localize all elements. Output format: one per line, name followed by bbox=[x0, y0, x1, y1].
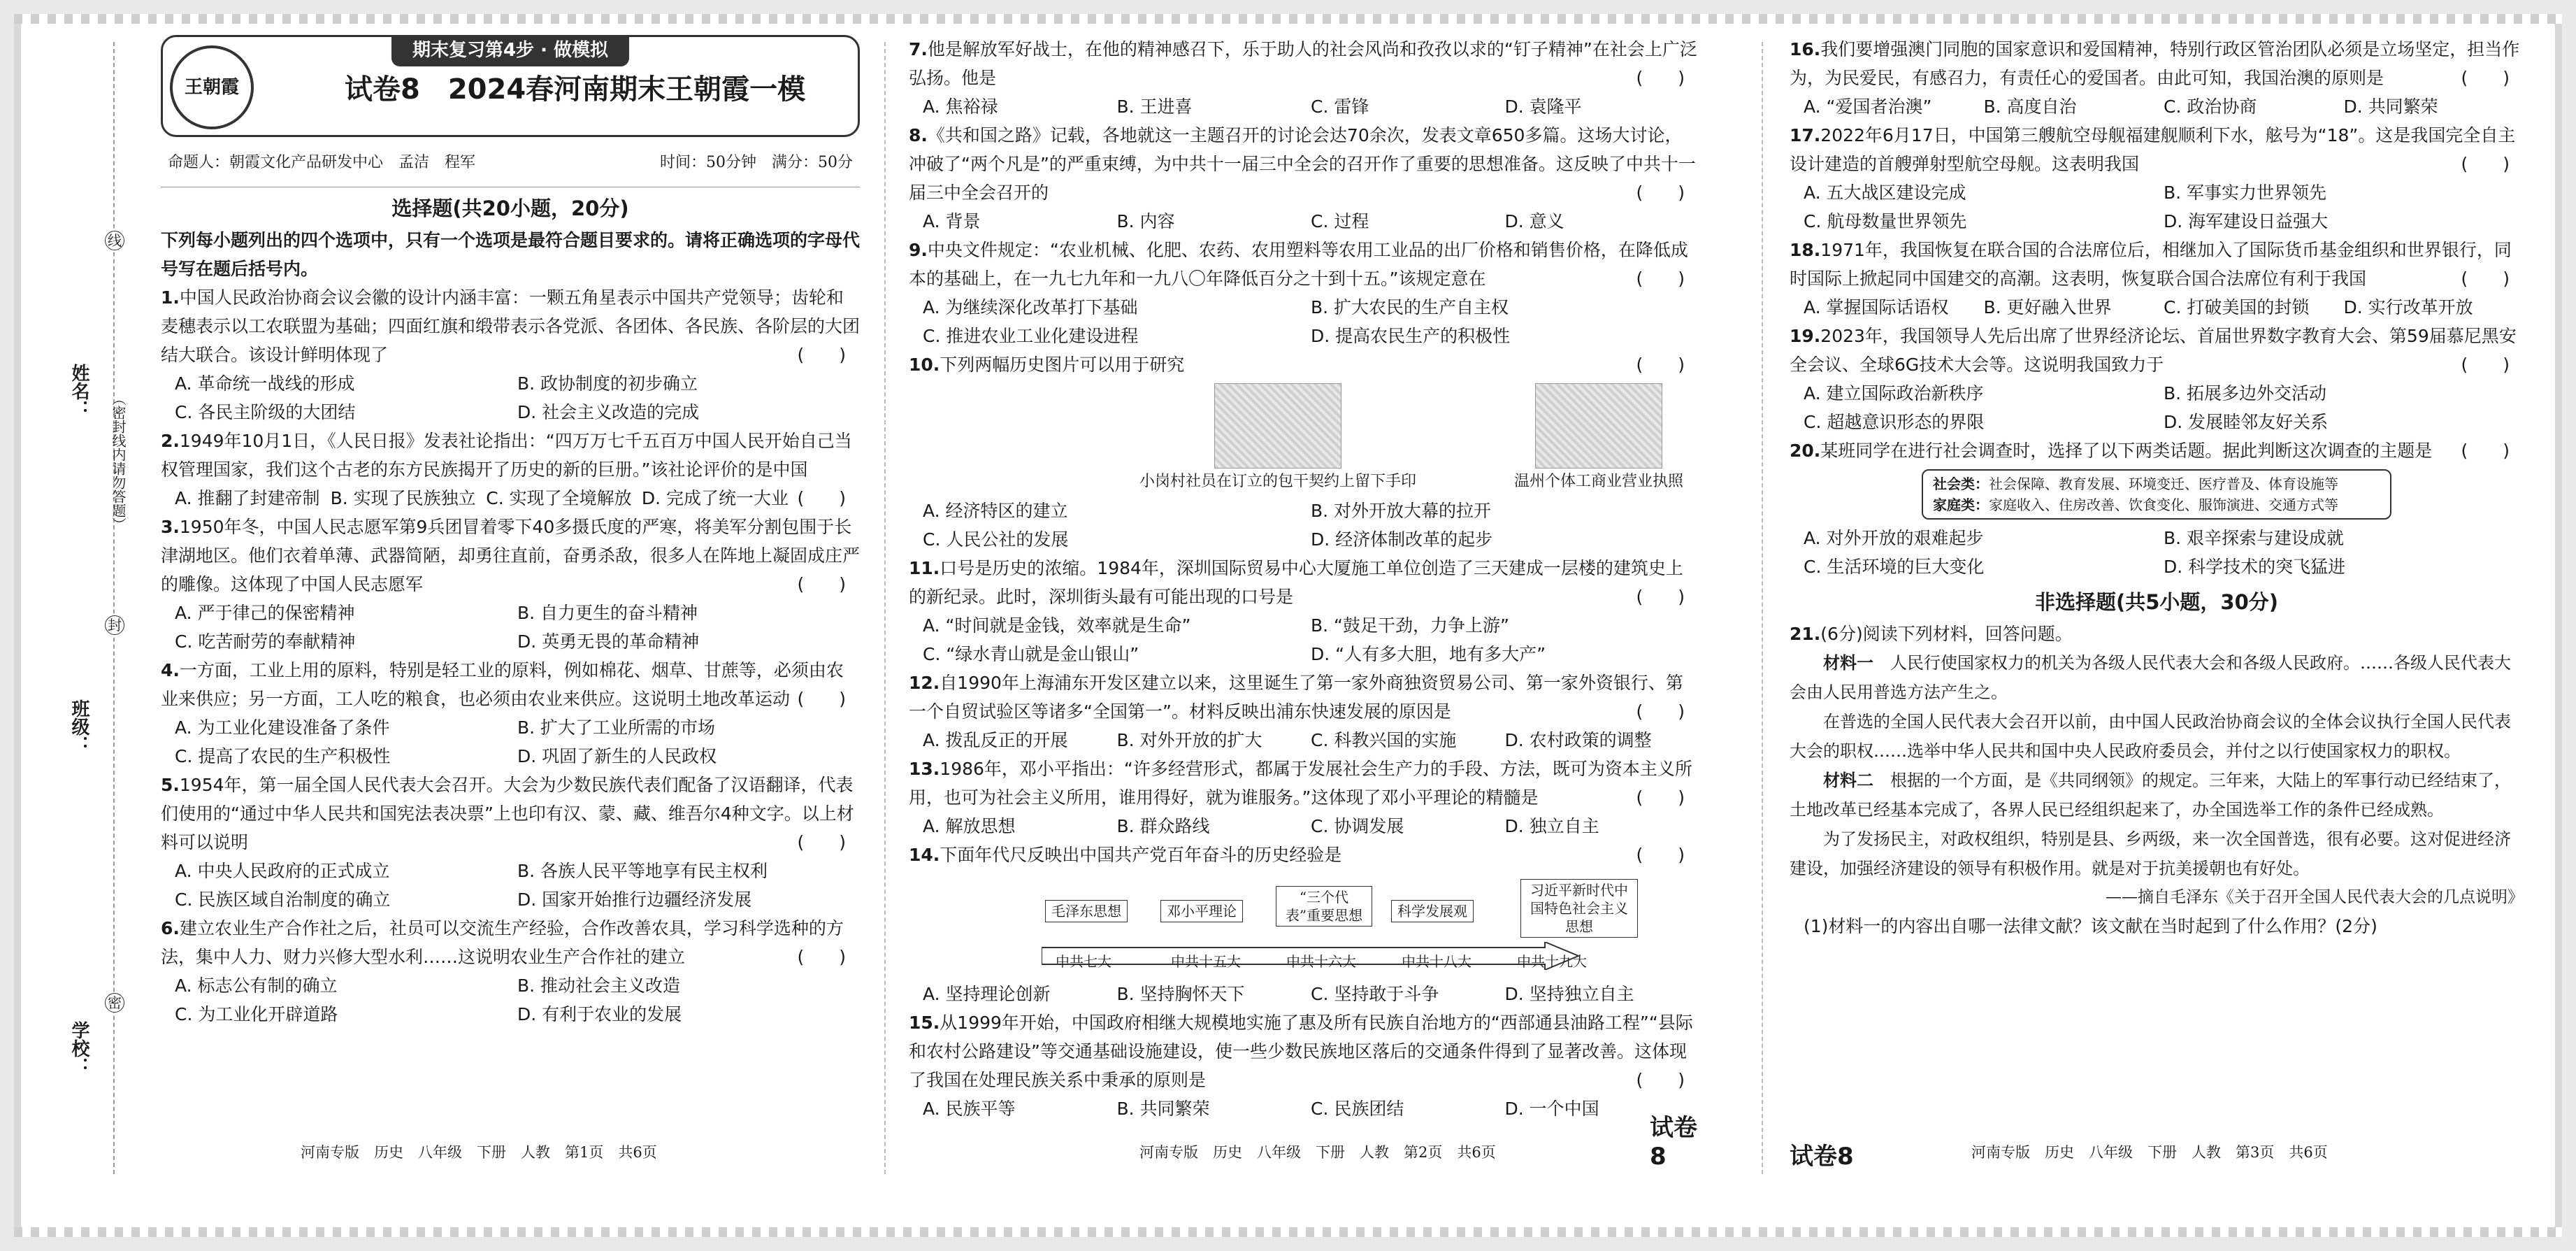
question-19 bbox=[1790, 322, 2524, 436]
answer-blank: ( ) bbox=[797, 947, 846, 967]
option-c: C. 超越意识形态的界限 bbox=[1804, 412, 1985, 432]
historical-photo bbox=[1139, 383, 1416, 492]
option-c: C. “绿水青山就是金山银山” bbox=[923, 644, 1139, 664]
bottom-border bbox=[14, 1227, 2562, 1237]
question-text: 1949年10月1日，《人民日报》发表社论指出：“四万万七千五百万中国人民开始自己当权管理国家，我们这个古老的东方民族揭开了历史的新的巨册。”该社论评价的是中国 bbox=[161, 431, 852, 480]
question-number: 14. bbox=[909, 845, 940, 865]
option-d: D. 袁隆平 bbox=[1504, 96, 1582, 117]
material-label: 材料二 bbox=[1823, 771, 1873, 790]
theory-box: 毛泽东思想 bbox=[1045, 900, 1128, 922]
option-c: C. 政治协商 bbox=[2164, 96, 2257, 117]
paper-label: 试卷8 bbox=[1790, 1143, 1854, 1171]
option-b: B. 自力更生的奋斗精神 bbox=[517, 603, 698, 623]
question-stem bbox=[161, 914, 860, 971]
picture-pair bbox=[909, 383, 1699, 492]
congress-label: 中共十五大 bbox=[1171, 953, 1241, 970]
question-number: 2. bbox=[161, 431, 180, 451]
paper-label: 试卷8 bbox=[1650, 1114, 1697, 1171]
answer-blank: ( ) bbox=[2461, 441, 2510, 461]
answer-blank: ( ) bbox=[1636, 355, 1685, 375]
option-c: C. 航母数量世界领先 bbox=[1804, 211, 1967, 231]
option-a: A. 严于律己的保密精神 bbox=[175, 603, 355, 623]
question-2 bbox=[161, 427, 860, 513]
material-text: 根据的一个方面，是《共同纲领》的规定。三年来，大陆上的军事行动已经结束了，土地改革已经基本完成了，各界人民已经组织起来了，办全国选举工作的条件已经成熟。 bbox=[1790, 771, 2511, 820]
question-11 bbox=[909, 554, 1699, 669]
question-text: 下列两幅历史图片可以用于研究 bbox=[940, 355, 1185, 375]
option-b: B. 推动社会主义改造 bbox=[517, 975, 681, 996]
question-text: 自1990年上海浦东开发区建立以来，这里诞生了第一家外商独资贸易公司、第一家外资银行、第一个自贸试验区等诸多“全国第一”。材料反映出浦东快速发展的原因是 bbox=[909, 673, 1683, 722]
question-stem bbox=[1790, 436, 2524, 465]
header-tab: 期末复习第4步 · 做模拟 bbox=[391, 35, 629, 66]
option-c: C. 协调发展 bbox=[1311, 816, 1404, 836]
option-d: D. “人有多大胆，地有多大产” bbox=[1311, 644, 1546, 664]
question-stem bbox=[909, 841, 1699, 869]
seal-note: （密封线内请勿答题） bbox=[110, 392, 127, 531]
answer-blank: ( ) bbox=[1636, 183, 1685, 203]
photo-placeholder bbox=[1535, 383, 1662, 469]
column-2 bbox=[909, 35, 1699, 1195]
question-4 bbox=[161, 656, 860, 771]
question-text: 下面年代尺反映出中国共产党百年奋斗的历史经验是 bbox=[940, 845, 1342, 865]
option-c: C. 打破美国的封锁 bbox=[2164, 297, 2310, 317]
answer-options bbox=[161, 599, 860, 656]
question-number: 13. bbox=[909, 759, 940, 779]
option-d: D. 独立自主 bbox=[1504, 816, 1599, 836]
answer-options bbox=[1790, 178, 2524, 236]
question-number: 11. bbox=[909, 558, 940, 578]
option-d: D. 经济体制改革的起步 bbox=[1311, 529, 1493, 550]
question-stem bbox=[161, 513, 860, 599]
question-number: 10. bbox=[909, 355, 940, 375]
option-c: C. 为工业化开辟道路 bbox=[175, 1004, 338, 1024]
option-c: C. 实现了全境解放 bbox=[486, 488, 632, 508]
question-stem bbox=[909, 236, 1699, 293]
option-d: D. 意义 bbox=[1504, 211, 1564, 231]
answer-blank: ( ) bbox=[2461, 269, 2510, 289]
question-number: 8. bbox=[909, 125, 928, 145]
option-d: D. 有利于农业的发展 bbox=[517, 1004, 682, 1024]
question-number: 1. bbox=[161, 287, 180, 308]
answer-blank: ( ) bbox=[797, 832, 846, 852]
answer-options bbox=[161, 369, 860, 427]
question-21 bbox=[1790, 620, 2524, 648]
brand-logo: 王朝霞 bbox=[170, 45, 254, 129]
option-b: B. 拓展多边外交活动 bbox=[2164, 383, 2327, 403]
option-d: D. 发展睦邻友好关系 bbox=[2164, 412, 2329, 432]
survey-value: 社会保障、教育发展、环境变迁、医疗普及、体育设施等 bbox=[1989, 476, 2338, 492]
option-b: B. 各族人民平等地享有民主权利 bbox=[517, 861, 768, 881]
answer-blank: ( ) bbox=[797, 488, 846, 508]
answer-options bbox=[161, 713, 860, 771]
answer-options bbox=[909, 1094, 1699, 1123]
option-d: D. 完成了统一大业 bbox=[641, 488, 789, 508]
option-a: A. 对外开放的艰难起步 bbox=[1804, 528, 1984, 548]
option-a: A. 背景 bbox=[923, 211, 981, 231]
option-b: B. 实现了民族独立 bbox=[330, 488, 476, 508]
question-number: 15. bbox=[909, 1013, 940, 1033]
exam-title: 试卷8 2024春河南期末王朝霞一模 bbox=[345, 73, 806, 106]
photo-placeholder bbox=[1214, 383, 1341, 469]
option-c: C. 生活环境的巨大变化 bbox=[1804, 557, 1985, 577]
question-stem bbox=[1790, 35, 2524, 92]
option-c: C. 各民主阶级的大团结 bbox=[175, 402, 356, 422]
section-title: 选择题(共20小题，20分) bbox=[391, 196, 629, 220]
answer-blank: ( ) bbox=[1636, 269, 1685, 289]
option-c: C. 科教兴国的实施 bbox=[1311, 730, 1457, 750]
option-b: B. 更好融入世界 bbox=[1983, 297, 2112, 317]
option-a: A. “时间就是金钱，效率就是生命” bbox=[923, 615, 1191, 636]
material-2-cont: 为了发扬民主，对政权组织，特别是县、乡两级，来一次全国普选，很有必要。这对促进经济建设，加强经济建设的领导有积极作用。就是对于抗美援朝也有好处。 bbox=[1790, 829, 2511, 878]
option-a: A. 解放思想 bbox=[923, 816, 1016, 836]
congress-label: 中共十九大 bbox=[1517, 953, 1587, 970]
option-d: D. 英勇无畏的革命精神 bbox=[517, 631, 700, 652]
answer-blank: ( ) bbox=[1636, 587, 1685, 607]
question-stem bbox=[1790, 236, 2524, 293]
option-b: B. 高度自治 bbox=[1983, 96, 2077, 117]
answer-blank: ( ) bbox=[797, 689, 846, 709]
instructions: 下列每小题列出的四个选项中，只有一个选项是最符合题目要求的。请将正确选项的字母代号写在题后括号内。 bbox=[161, 230, 861, 279]
option-d: D. 农村政策的调整 bbox=[1504, 730, 1652, 750]
option-a: A. “爱国者治澳” bbox=[1804, 96, 1932, 117]
question-number: 3. bbox=[161, 517, 180, 537]
answer-options bbox=[1790, 379, 2524, 436]
option-a: A. 革命统一战线的形成 bbox=[175, 373, 355, 394]
column-divider bbox=[884, 42, 886, 1174]
question-text: 2023年，我国领导人先后出席了世界经济论坛、首届世界数字教育大会、第59届慕尼黑安全会议、全球6G技术大会等。这说明我国致力于 bbox=[1790, 326, 2517, 375]
option-c: C. 坚持敢于斗争 bbox=[1311, 984, 1439, 1004]
historical-photo bbox=[1514, 383, 1683, 492]
timeline-ruler bbox=[909, 872, 1699, 977]
question-12 bbox=[909, 669, 1699, 755]
question-stem bbox=[161, 283, 860, 369]
question-text: 1950年冬，中国人民志愿军第9兵团冒着零下40多摄氏度的严寒，将美军分割包围于长津湖地区。他们衣着单薄、武器简陋，却勇往直前，奋勇杀敌，很多人在阵地上凝固成庄严的雕像。这体现了中国人民志愿军 bbox=[161, 517, 861, 594]
option-a: A. 坚持理论创新 bbox=[923, 984, 1051, 1004]
question-number: 16. bbox=[1790, 39, 1821, 59]
exam-header bbox=[161, 35, 860, 137]
question-text: 建立农业生产合作社之后，社员可以交流生产经验，合作改善农具，学习科学选种的方法，集中人力、财力兴修大型水利……这说明农业生产合作社的建立 bbox=[161, 918, 844, 967]
option-d: D. 坚持独立自主 bbox=[1504, 984, 1634, 1004]
answer-blank: ( ) bbox=[1636, 787, 1685, 808]
question-20 bbox=[1790, 436, 2524, 581]
survey-row bbox=[1933, 473, 2380, 494]
option-a: A. 拨乱反正的开展 bbox=[923, 730, 1068, 750]
question-stem bbox=[909, 121, 1699, 207]
question-number: 19. bbox=[1790, 326, 1821, 346]
question-text: 1954年，第一届全国人民代表大会召开。大会为少数民族代表们配备了汉语翻译，代表们使用的“通过中华人民共和国宪法表决票”上也印有汉、蒙、藏、维吾尔4种文字。以上材料可以说明 bbox=[161, 775, 854, 852]
top-border bbox=[14, 14, 2562, 24]
option-a: A. 为工业化建设准备了条件 bbox=[175, 717, 390, 738]
question-text: 一方面，工业上用的原料，特别是轻工业的原料，例如棉花、烟草、甘蔗等，必须由农业来供应；另一方面，工人吃的粮食，也必须由农业来供应。这说明土地改革运动 bbox=[161, 660, 844, 709]
question-text: 1971年，我国恢复在联合国的合法席位后，相继加入了国际货币基金组织和世界银行，同时国际上掀起同中国建交的高潮。这表明，恢复联合国合法席位有利于我国 bbox=[1790, 240, 2512, 289]
question-text: 中央文件规定：“农业机械、化肥、农药、农用塑料等农用工业品的出厂价格和销售价格，在降低成本的基础上，在一九七九年和一九八〇年降低百分之十到十五。”该规定意在 bbox=[909, 240, 1688, 289]
question-text: 中国人民政治协商会议会徽的设计内涵丰富：一颗五角星表示中国共产党领导；齿轮和麦穗表示以工农联盟为基础；四面红旗和缎带表示各党派、各团体、各民族、各阶层的大团结大联合。该设计鲜明体现了 bbox=[161, 287, 861, 365]
sub-question: (1)材料一的内容出自哪一法律文献？该文献在当时起到了什么作用？(2分) bbox=[1804, 916, 2377, 936]
option-b: B. 艰辛探索与建设成就 bbox=[2164, 528, 2345, 548]
option-b: B. 对外开放的扩大 bbox=[1116, 730, 1262, 750]
question-stem bbox=[909, 755, 1699, 812]
question-number: 5. bbox=[161, 775, 180, 795]
answer-options bbox=[909, 496, 1699, 554]
option-d: D. 实行改革开放 bbox=[2343, 297, 2473, 317]
option-a: A. 建立国际政治新秩序 bbox=[1804, 383, 1984, 403]
option-a: A. 为继续深化改革打下基础 bbox=[923, 297, 1138, 317]
theory-box: 习近平新时代中国特色社会主义思想 bbox=[1520, 879, 1638, 938]
answer-options bbox=[1790, 524, 2524, 581]
option-b: B. 坚持胸怀天下 bbox=[1116, 984, 1245, 1004]
question-stem bbox=[1790, 121, 2524, 178]
theory-box: “三个代表”重要思想 bbox=[1276, 886, 1372, 927]
option-a: A. 推翻了封建帝制 bbox=[175, 488, 320, 508]
question-number: 9. bbox=[909, 240, 928, 260]
option-c: C. 雷锋 bbox=[1311, 96, 1369, 117]
survey-row bbox=[1933, 494, 2380, 515]
theory-box: 科学发展观 bbox=[1391, 900, 1474, 922]
material-2 bbox=[1790, 766, 2524, 824]
question-number: 4. bbox=[161, 660, 180, 680]
page-footer: 河南专版 历史 八年级 下册 人教 第2页 共6页 bbox=[1139, 1144, 1496, 1161]
question-number: 7. bbox=[909, 39, 928, 59]
question-text: 从1999年开始，中国政府相继大规模地实施了惠及所有民族自治地方的“西部通县油路工程”“县际和农村公路建设”等交通基础设施建设，使一些少数民族地区落后的交通条件得到了显著改善。这体现了我国在处理民族关系中秉承的原则是 bbox=[909, 1013, 1693, 1090]
column-3 bbox=[1790, 35, 2524, 1195]
answer-options bbox=[909, 92, 1699, 121]
theory-box: 邓小平理论 bbox=[1160, 900, 1243, 922]
answer-blank: ( ) bbox=[2461, 154, 2510, 174]
question-number: 20. bbox=[1790, 441, 1821, 461]
question-intro: (6分)阅读下列材料，回答问题。 bbox=[1820, 624, 2073, 644]
option-b: B. 扩大了工业所需的市场 bbox=[517, 717, 716, 738]
option-a: A. 中央人民政府的正式成立 bbox=[175, 861, 390, 881]
material-label: 材料一 bbox=[1823, 653, 1873, 673]
page-footer: 河南专版 历史 八年级 下册 人教 第3页 共6页 bbox=[1971, 1144, 2328, 1161]
question-text: 2022年6月17日，中国第三艘航空母舰福建舰顺利下水，舷号为“18”。这是我国完全自主设计建造的首艘弹射型航空母舰。这表明我国 bbox=[1790, 125, 2516, 174]
option-a: A. 五大战区建设完成 bbox=[1804, 183, 1966, 203]
section-title: 非选择题(共5小题，30分) bbox=[2034, 590, 2279, 614]
time-score: 时间：50分钟 满分：50分 bbox=[660, 154, 853, 171]
question-10 bbox=[909, 350, 1699, 554]
question-15 bbox=[909, 1008, 1699, 1123]
material-1 bbox=[1790, 648, 2524, 707]
material-source: ——摘自毛泽东《关于召开全国人民代表大会的几点说明》 bbox=[2106, 888, 2524, 906]
option-a: A. 经济特区的建立 bbox=[923, 501, 1068, 521]
option-c: C. 民族区域自治制度的确立 bbox=[175, 889, 391, 910]
survey-topics bbox=[1922, 469, 2391, 520]
question-18 bbox=[1790, 236, 2524, 322]
class-label: 班级： bbox=[69, 699, 89, 754]
question-stem bbox=[1790, 322, 2524, 379]
answer-blank: ( ) bbox=[1636, 1070, 1685, 1090]
page-footer: 河南专版 历史 八年级 下册 人教 第1页 共6页 bbox=[301, 1144, 657, 1161]
authors: 命题人：朝霞文化产品研发中心 孟洁 程军 bbox=[168, 154, 476, 171]
option-b: B. 王进喜 bbox=[1116, 96, 1193, 117]
option-b: B. 军事实力世界领先 bbox=[2164, 183, 2327, 203]
option-a: A. 焦裕禄 bbox=[923, 96, 998, 117]
question-text: 《共和国之路》记载，各地就这一主题召开的讨论会达70余次，发表文章650多篇。这场大讨论，冲破了“两个凡是”的严重束缚，为中共十一届三中全会的召开作了重要的思想准备。这反映了中共十一届三中全会召开的 bbox=[909, 125, 1696, 203]
congress-label: 中共七大 bbox=[1056, 953, 1111, 970]
option-b: B. 群众路线 bbox=[1116, 816, 1210, 836]
question-text: 我们要增强澳门同胞的国家意识和爱国精神，特别行政区管治团队必须是立场坚定，担当作为，为民爱民，有感召力，有责任心的爱国者。由此可知，我国治澳的原则是 bbox=[1790, 39, 2520, 88]
school-label: 学校： bbox=[69, 1021, 89, 1075]
congress-label: 中共十八大 bbox=[1402, 953, 1472, 970]
question-1 bbox=[161, 283, 860, 427]
exam-meta bbox=[161, 145, 860, 187]
option-d: D. 共同繁荣 bbox=[2343, 96, 2438, 117]
seal-mark-xian: 线 bbox=[105, 231, 124, 250]
answer-options bbox=[1790, 92, 2524, 121]
answer-options bbox=[909, 611, 1699, 669]
survey-key: 社会类： bbox=[1933, 476, 1989, 492]
answer-options bbox=[161, 484, 797, 513]
answer-blank: ( ) bbox=[1636, 845, 1685, 865]
question-number: 6. bbox=[161, 918, 180, 938]
column-divider bbox=[1762, 42, 1763, 1174]
option-d: D. 国家开始推行边疆经济发展 bbox=[517, 889, 752, 910]
photo-caption: 小岗村社员在订立的包干契约上留下手印 bbox=[1139, 473, 1417, 490]
option-c: C. 吃苦耐劳的奉献精神 bbox=[175, 631, 356, 652]
answer-options bbox=[909, 980, 1699, 1008]
survey-value: 家庭收入、住房改善、饮食变化、服饰演进、交通方式等 bbox=[1989, 496, 2338, 513]
question-7 bbox=[909, 35, 1699, 121]
option-c: C. 推进农业工业化建设进程 bbox=[923, 326, 1139, 346]
survey-key: 家庭类： bbox=[1933, 496, 1989, 513]
option-b: B. 共同繁荣 bbox=[1116, 1099, 1210, 1119]
question-number: 21. bbox=[1790, 624, 1821, 644]
answer-options bbox=[909, 207, 1699, 236]
question-5 bbox=[161, 771, 860, 914]
question-3 bbox=[161, 513, 860, 656]
answer-blank: ( ) bbox=[1636, 701, 1685, 722]
question-text: 1986年，邓小平指出：“许多经营形式，都属于发展社会生产力的手段、方法，既可为资本主义所用，也可为社会主义所用，谁用得好，就为谁服务。”这体现了邓小平理论的精髓是 bbox=[909, 759, 1692, 808]
option-d: D. 海军建设日益强大 bbox=[2164, 211, 2329, 231]
answer-blank: ( ) bbox=[797, 574, 846, 594]
question-9 bbox=[909, 236, 1699, 350]
option-b: B. 内容 bbox=[1116, 211, 1175, 231]
question-stem bbox=[161, 771, 860, 857]
answer-blank: ( ) bbox=[2461, 68, 2510, 88]
congress-label: 中共十六大 bbox=[1286, 953, 1356, 970]
option-c: C. 民族团结 bbox=[1311, 1099, 1404, 1119]
answer-blank: ( ) bbox=[797, 345, 846, 365]
answer-blank: ( ) bbox=[1636, 68, 1685, 88]
answer-blank: ( ) bbox=[2461, 355, 2510, 375]
option-d: D. 科学技术的突飞猛进 bbox=[2164, 557, 2346, 577]
question-14 bbox=[909, 841, 1699, 1008]
material-1-cont: 在普选的全国人民代表大会召开以前，由中国人民政治协商会议的全体会议执行全国人民代表大会的职权……选举中华人民共和国中央人民政府委员会，并付之以行使国家权力的职权。 bbox=[1790, 712, 2511, 761]
question-stem bbox=[161, 656, 860, 713]
option-a: A. 民族平等 bbox=[923, 1099, 1016, 1119]
question-text: 口号是历史的浓缩。1984年，深圳国际贸易中心大厦施工单位创造了三天建成一层楼的建筑史上的新纪录。此时，深圳街头最有可能出现的口号是 bbox=[909, 558, 1683, 607]
answer-options bbox=[161, 857, 860, 914]
question-number: 17. bbox=[1790, 125, 1821, 145]
option-d: D. 社会主义改造的完成 bbox=[517, 402, 700, 422]
option-d: D. 巩固了新生的人民政权 bbox=[517, 746, 717, 766]
option-b: B. 政协制度的初步确立 bbox=[517, 373, 698, 394]
question-stem bbox=[909, 669, 1699, 726]
question-stem bbox=[909, 350, 1699, 379]
option-b: B. 扩大农民的生产自主权 bbox=[1311, 297, 1509, 317]
answer-options bbox=[909, 293, 1699, 350]
answer-options bbox=[909, 726, 1699, 755]
question-13 bbox=[909, 755, 1699, 841]
option-d: D. 提高农民生产的积极性 bbox=[1311, 326, 1511, 346]
answer-options bbox=[1790, 293, 2524, 322]
option-c: C. 人民公社的发展 bbox=[923, 529, 1069, 550]
option-a: A. 掌握国际话语权 bbox=[1804, 297, 1949, 317]
seal-mark-mi: 密 bbox=[105, 993, 124, 1013]
question-number: 18. bbox=[1790, 240, 1821, 260]
question-number: 12. bbox=[909, 673, 940, 693]
option-b: B. “鼓足干劲，力争上游” bbox=[1311, 615, 1509, 636]
option-a: A. 标志公有制的确立 bbox=[175, 975, 338, 996]
name-label: 姓名： bbox=[69, 364, 89, 418]
option-b: B. 对外开放大幕的拉开 bbox=[1311, 501, 1492, 521]
question-text: 他是解放军好战士，在他的精神感召下，乐于助人的社会风尚和孜孜以求的“钉子精神”在社会上广泛弘扬。他是 bbox=[909, 39, 1697, 88]
question-stem bbox=[909, 1008, 1699, 1094]
option-d: D. 一个中国 bbox=[1504, 1099, 1599, 1119]
question-6 bbox=[161, 914, 860, 1029]
material-text: 人民行使国家权力的机关为各级人民代表大会和各级人民政府。……各级人民代表大会由人民用普选方法产生之。 bbox=[1790, 653, 2511, 702]
option-c: C. 提高了农民的生产积极性 bbox=[175, 746, 391, 766]
column-1 bbox=[161, 35, 860, 1195]
question-16 bbox=[1790, 35, 2524, 121]
answer-options bbox=[161, 971, 860, 1029]
seal-mark-feng: 封 bbox=[105, 615, 124, 635]
question-8 bbox=[909, 121, 1699, 236]
question-stem bbox=[909, 35, 1699, 92]
question-text: 某班同学在进行社会调查时，选择了以下两类话题。据此判断这次调查的主题是 bbox=[1820, 441, 2433, 461]
answer-options bbox=[909, 812, 1699, 841]
question-stem bbox=[909, 554, 1699, 611]
option-c: C. 过程 bbox=[1311, 211, 1369, 231]
question-17 bbox=[1790, 121, 2524, 236]
photo-caption: 温州个体工商业营业执照 bbox=[1514, 473, 1684, 490]
